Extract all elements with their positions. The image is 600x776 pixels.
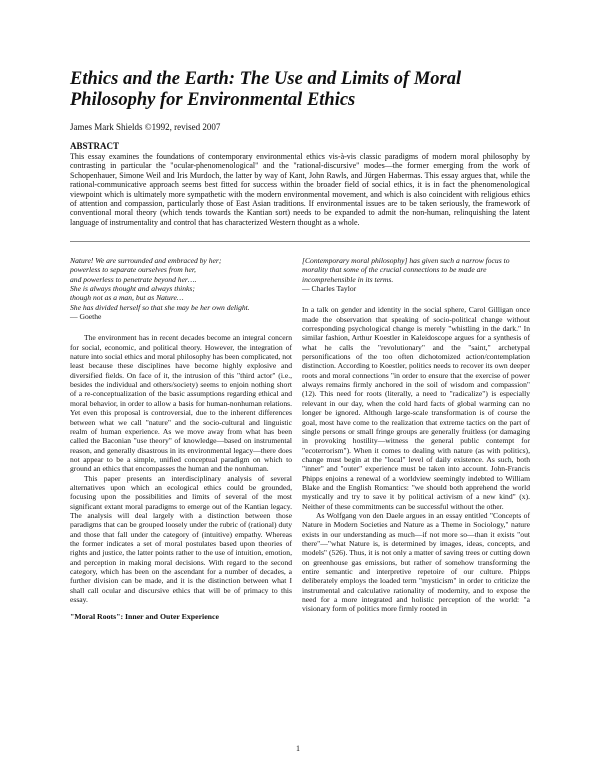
epigraph-text: [Contemporary moral philosophy] has given such a narrow focus to morality that some of the crucial connections to be made are incomprehensible in its terms.	[302, 256, 510, 284]
epigraph-line: and powerless to penetrate beyond her….	[70, 274, 197, 284]
epigraph-line: powerless to separate ourselves from her,	[70, 265, 196, 275]
abstract-text: This essay examines the foundations of contemporary environmental ethics vis-à-vis classic paradigms of modern moral philosophy by contrasting in particular the "ocular-phenomenological" and the "rational-discursive" modes—the former emerging from the work of Schopenhauer, Simone Weil and Iris Murdoch, the latter by way of Kant, John Rawls, and Jürgen Habermas. This essay argues that, while the rational-communicative approach seems best fitted for success within the broader field of social ethics, it is in fact the phenomenological viewpoint which is ultimately more sympathetic with the modern environmental movement, and which is also coincident with religious ethics of attention and compassion, particularly those of East Asian traditions. If environmental issues are to be taken seriously, the framework of conventional moral theory (which tends towards the Kantian sort) needs to be expanded to admit the non-human, relinquishing the latent language of instrumentality and control that has characterized Western thought as a whole.	[70, 152, 530, 227]
abstract-heading: ABSTRACT	[70, 141, 120, 151]
epigraph-line: She is always thought and always thinks;	[70, 284, 195, 294]
body-paragraph: The environment has in recent decades become an integral concern for social, economic, and political theory. However, the integration of nature into social ethics and moral philosophy has been complicated, not least because these disciplines have become highly explosive and diversified fields. On face of it, the intrusion of this "third actor" (i.e., besides the individual and others/society) seems to enjoin nothing short of a re-conceptualization of the basic assumptions regarding ethical and moral behavior, in order to allow a basis for human-nonhuman relations. Yet even this proposal is controversial, due to the inherent differences between what we call "nature" and the socio-cultural and linguistic realm of human experience. As we move away from what has been called the Baconian "use theory" of knowledge—based on instrumental reason, and generally disastrous in its environmental legacy—there does not appear to be a simple, unified conceptual paradigm on which to ground an ethics that encompasses the human and the nonhuman.	[70, 333, 292, 474]
body-paragraph: This paper presents an interdisciplinary analysis of several alternatives upon which an ecological ethics could be grounded, focusing upon the possibilities and limits of several of the most significant extant moral paradigms to emerge out of the Kantian legacy. The analysis will deal largely with a distinction between those paradigms that can be grouped loosely under the rubric of (rational) duty and those that fall under the category of (intuitive) empathy. Whereas the former indicates a set of moral postulates based upon theories of rights and justice, the latter points rather to the use of intuition, emotion, and perception in making moral decisions. With regard to the second category, which has been on the ascendant for a number of decades, a further division can be made, and it is the distinction between what I shall call ocular and discursive ethics that will be of primacy to this essay.	[70, 473, 292, 605]
left-column	[70, 256, 292, 622]
body-paragraph: As Wolfgang von den Daele argues in an essay entitled "Concepts of Nature in Modern Societies and Nature as a Theme in Sociology," nature exists in our understanding as much—if not more so—than it exists "out there"—"what Nature is, is determined by images, ideas, concepts, and models" (526). Thus, it is not only a matter of saving trees or cutting down on greenhouse gas emissions, but rather of somehow transforming the entire semantic and interpretive repetoire of our culture. Phipps deliberately employs the loaded term "mysticism" in order to criticize the instrumental and calculative rationality of modernity, and to expose the need for a more integrated and holistic perception of the world: "a visionary form of politics more firmly rooted in	[302, 510, 530, 614]
epigraph-line: Nature! We are surrounded and embraced by her;	[70, 256, 222, 265]
page-number: 1	[296, 744, 300, 753]
body-paragraph: In a talk on gender and identity in the social sphere, Carol Gilligan once made the observation that speaking of socio-political change without corresponding psychological change is merely "whistling in the dark." In similar fashion, Arthur Koestler in Kaleidoscope argues for a synthesis of what he calls the "revolutionary" and the "saint," archetypal personifications of the too often dichotomized action/contemplation distinction. According to Koestler, politics needs to recover its own deeper roots and moral connections "in order to ensure that the exercise of power always remains firmly anchored in the soil of wisdom and compassion" (12). This need for roots (literally, a need to "radicalize") is especially relevant in our day, when the cold hard facts of global warming can no longer be ignored. Although large-scale transformation is of course the goal, most have come to the realization that extreme tactics on the part of single persons or small fringe groups are generally fruitless (or damaging in provoking hostility—witness the general public contempt for "ecoterrorism"). When it comes to dealing with nature (as with politics), change must begin at the "local" level of daily existence. As such, both "inner" and "outer" experience must be taken into account. John-Francis Phipps enjoins a renewal of a worldview seemingly indebted to William Blake and the English Romantics: "we should both apprehend the world mystically and try to save it by political activism of a new kind" (x). Neither of these commitments can be successful without the other.	[302, 305, 530, 511]
epigraph-attribution: — Charles Taylor	[302, 284, 357, 294]
author-line: James Mark Shields ©1992, revised 2007	[70, 122, 221, 132]
paper-title: Ethics and the Earth: The Use and Limits of Moral Philosophy for Environmental Ethics	[70, 69, 462, 110]
epigraph-goethe	[70, 256, 292, 321]
epigraph-taylor	[302, 256, 530, 293]
section-divider	[70, 241, 530, 242]
epigraph-attribution: — Goethe	[70, 312, 102, 322]
epigraph-line: She has divided herself so that she may be her own delight.	[70, 302, 250, 312]
epigraph-line: though not as a man, but as Nature…	[70, 293, 184, 303]
right-column	[302, 256, 530, 614]
section-heading: "Moral Roots": Inner and Outer Experience	[70, 612, 219, 622]
